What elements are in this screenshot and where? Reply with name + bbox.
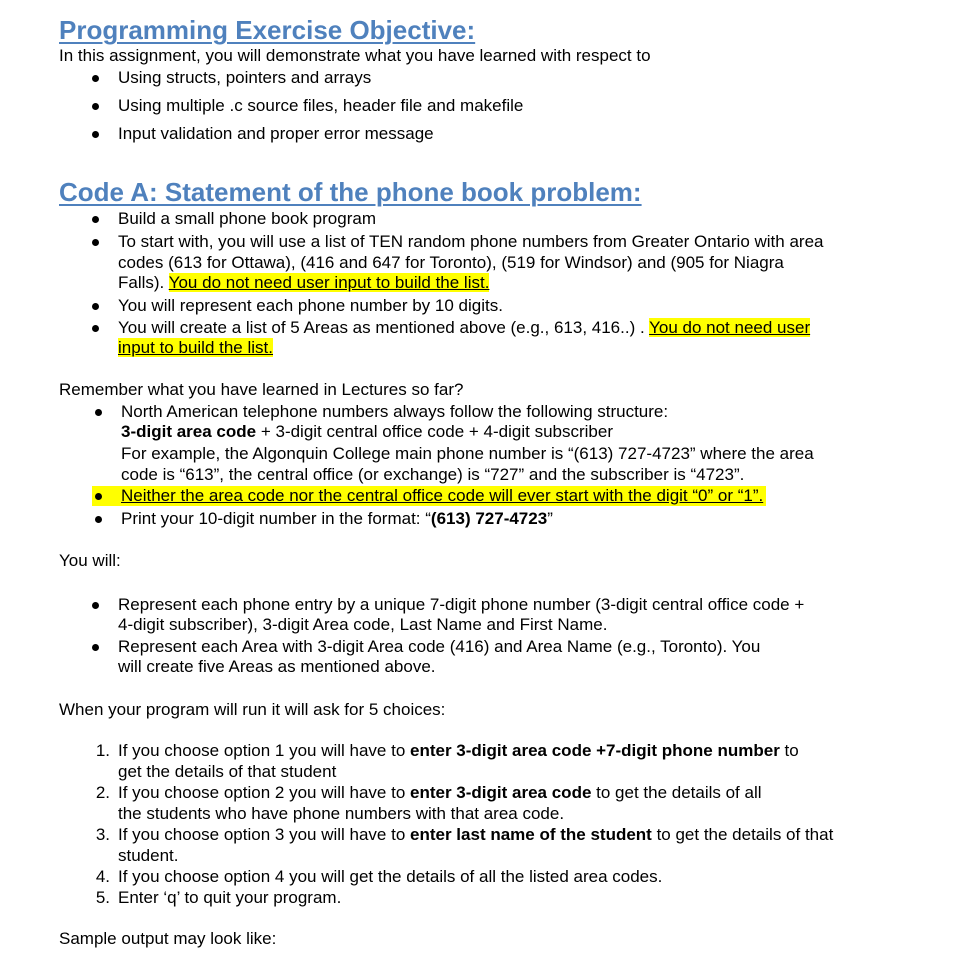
highlight-no-input: You do not need user input to build the list.	[168, 273, 490, 292]
remember-bullet-3: Print your 10-digit number in the format: “(613) 727-4723”	[121, 509, 553, 528]
you-will-bullet-1-line-2: 4-digit subscriber), 3-digit Area code, Last Name and First Name.	[118, 615, 608, 634]
remember-intro: Remember what you have learned in Lectures so far?	[59, 380, 464, 399]
remember-bullet-1-line-2: 3-digit area code + 3-digit central office code + 4-digit subscriber	[121, 422, 613, 441]
you-will-intro: You will:	[59, 551, 121, 570]
you-will-bullet-2-line-1: Represent each Area with 3-digit Area code (416) and Area Name (e.g., Toronto). You	[118, 637, 761, 656]
choice-1-line-1: 1. If you choose option 1 you will have to enter 3-digit area code +7-digit phone number to	[95, 741, 799, 760]
objective-intro: In this assignment, you will demonstrate what you have learned with respect to	[59, 46, 651, 65]
you-will-bullet-1-line-1: Represent each phone entry by a unique 7-digit phone number (3-digit central office code +	[118, 595, 805, 614]
code-a-bullet-2-line-3: Falls). You do not need user input to build the list.	[118, 273, 490, 292]
code-a-bullet-2-line-2: codes (613 for Ottawa), (416 and 647 for Toronto), (519 for Windsor) and (905 for Niagra	[118, 253, 784, 272]
choice-5: 5. Enter ‘q’ to quit your program.	[95, 888, 342, 907]
highlight-no-user-input: You do not need user	[649, 318, 811, 337]
choices-intro: When your program will run it will ask for 5 choices:	[59, 700, 446, 719]
remember-bullet-2-highlight: Neither the area code nor the central office code will ever start with the digit “0” or “1”.	[92, 486, 766, 506]
code-a-bullet-4-line-2: input to build the list.	[118, 338, 273, 357]
code-a-bullet-3: You will represent each phone number by 10 digits.	[118, 296, 503, 315]
choice-3-line-2: student.	[118, 846, 179, 865]
objective-bullet-3: Input validation and proper error message	[118, 124, 434, 143]
bullet-dot	[95, 493, 102, 500]
remember-bullet-1-line-1: North American telephone numbers always follow the following structure:	[121, 402, 669, 421]
remember-bullet-1-line-3: For example, the Algonquin College main phone number is “(613) 727-4723” where the area	[121, 444, 814, 463]
choice-3-line-1: 3. If you choose option 3 you will have to enter last name of the student to get the details of that	[95, 825, 834, 844]
choice-2-line-1: 2. If you choose option 2 you will have to enter 3-digit area code to get the details of all	[95, 783, 762, 802]
code-a-heading: Code A: Statement of the phone book problem:	[59, 177, 642, 207]
objective-heading: Programming Exercise Objective:	[59, 15, 476, 45]
choice-2-line-2: the students who have phone numbers with that area code.	[118, 804, 565, 823]
code-a-bullet-1: Build a small phone book program	[118, 209, 376, 228]
objective-bullet-2: Using multiple .c source files, header file and makefile	[118, 96, 524, 115]
objective-bullet-1: Using structs, pointers and arrays	[118, 68, 372, 87]
sample-output-label: Sample output may look like:	[59, 929, 277, 948]
code-a-bullet-4-line-1: You will create a list of 5 Areas as mentioned above (e.g., 613, 416..) . You do not need user	[118, 318, 811, 337]
choice-1-line-2: get the details of that student	[118, 762, 337, 781]
code-a-bullet-2-line-1: To start with, you will use a list of TEN random phone numbers from Greater Ontario with area	[118, 232, 824, 251]
remember-bullet-1-line-4: code is “613”, the central office (or exchange) is “727” and the subscriber is “4723”.	[121, 465, 745, 484]
you-will-bullet-2-line-2: will create five Areas as mentioned above.	[118, 657, 436, 676]
choice-4: 4. If you choose option 4 you will get the details of all the listed area codes.	[95, 867, 663, 886]
